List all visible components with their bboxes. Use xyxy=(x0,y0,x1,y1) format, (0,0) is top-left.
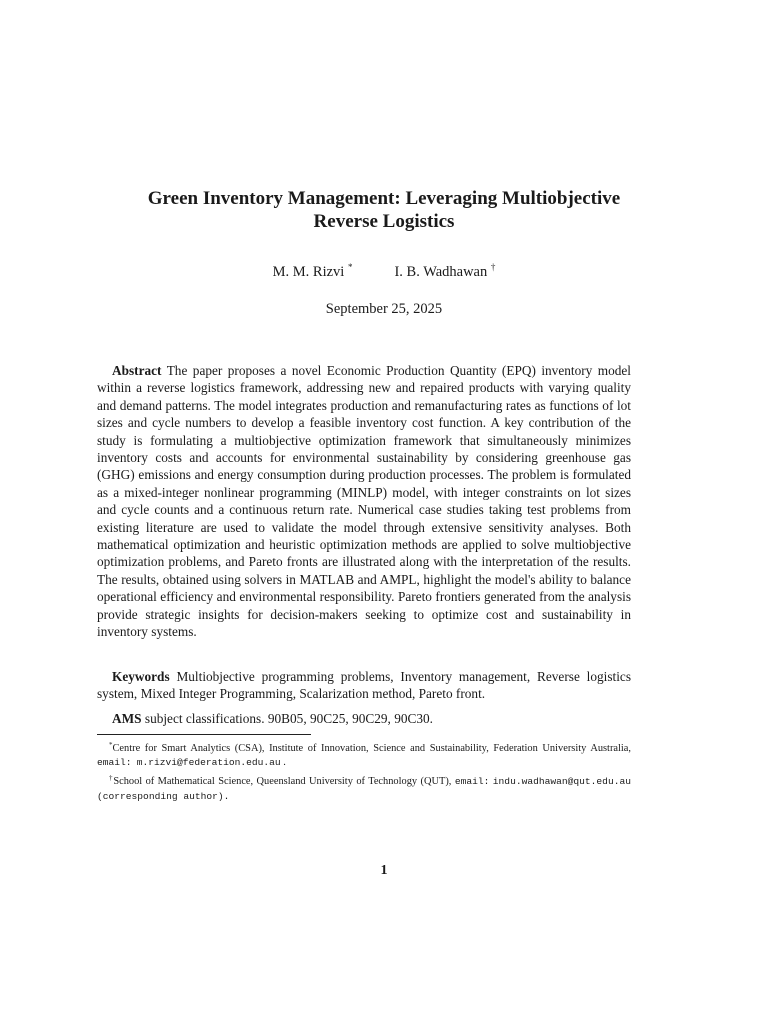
footnote-mark: † xyxy=(109,774,114,783)
footnote-text: School of Mathematical Science, Queensland University of Technology (QUT), xyxy=(113,776,452,788)
ams-classification xyxy=(97,710,631,727)
footnote-divider xyxy=(97,734,311,735)
email-link[interactable]: m.rizvi@federation.edu.au xyxy=(136,757,281,769)
email-label: email: xyxy=(97,757,132,769)
keywords-text: Multiobjective programming problems, Inventory management, Reverse logistics system, Mixed Integer Programming, Scalarization method, Pareto front. xyxy=(97,669,631,702)
keywords-label: Keywords xyxy=(112,669,170,684)
email-link[interactable]: indu.wadhawan@qut.edu.au xyxy=(492,776,631,788)
title-line-2: Reverse Logistics xyxy=(313,211,455,232)
footnote-suffix: (corresponding author). xyxy=(97,790,230,802)
keywords xyxy=(97,668,631,703)
author-list xyxy=(0,262,768,281)
author-footnote-mark: † xyxy=(490,262,496,272)
footnote-2 xyxy=(97,771,631,803)
footnote-1 xyxy=(97,738,631,770)
page-number: 1 xyxy=(380,863,388,878)
footnotes xyxy=(97,738,631,805)
email-label: email: xyxy=(454,776,490,788)
abstract-text: The paper proposes a novel Economic Production Quantity (EPQ) inventory model within a reverse logistics framework, addressing new and repaired products with varying quality and demand patterns. The model integrates production and remanufacturing rates as functions of lot sizes and cycle numbers to develop a feasible inventory cost function. A key contribution of the study is formulating a multiobjective optimization framework that simultaneously minimizes inventory costs and accounts for environmental sustainability by considering greenhouse gas (GHG) emissions and energy consumption during production processes. The problem is formulated as a mixed-integer nonlinear programming (MINLP) model, with integer constraints on lot sizes and cycle counts and a continuous return rate. Numerical case studies taking test problems from existing literature are used to validate the model through extensive sensitivity analyses. Both mathematical optimization and heuristic optimization methods are applied to solve multiobjective optimization problems, and Pareto fronts are illustrated along with the interpretation of the results. The results, obtained using solvers in MATLAB and AMPL, highlight the model's ability to balance operational efficiency and environmental responsibility. Pareto frontiers generated from the analysis provide strategic insights for decision-makers seeking to optimize cost and sustainability in inventory systems. xyxy=(97,363,631,640)
ams-label: AMS xyxy=(112,711,142,726)
author-name: M. M. Rizvi xyxy=(272,264,345,280)
paper-title xyxy=(90,187,678,233)
footnote-text: Centre for Smart Analytics (CSA), Institute of Innovation, Science and Sustainability, Federation University Australia, xyxy=(112,743,631,754)
publication-date: September 25, 2025 xyxy=(325,301,443,317)
author-name: I. B. Wadhawan xyxy=(394,264,488,280)
abstract xyxy=(97,362,631,641)
title-line-1: Green Inventory Management: Leveraging Multiobjective xyxy=(147,188,621,209)
abstract-label: Abstract xyxy=(112,363,162,378)
footnote-suffix: . xyxy=(283,757,286,769)
author-footnote-mark: * xyxy=(347,262,353,272)
author-2 xyxy=(394,262,495,281)
author-1 xyxy=(273,262,353,281)
footnote-mark: * xyxy=(109,741,113,749)
ams-text: subject classifications. 90B05, 90C25, 90C29, 90C30. xyxy=(144,711,433,726)
